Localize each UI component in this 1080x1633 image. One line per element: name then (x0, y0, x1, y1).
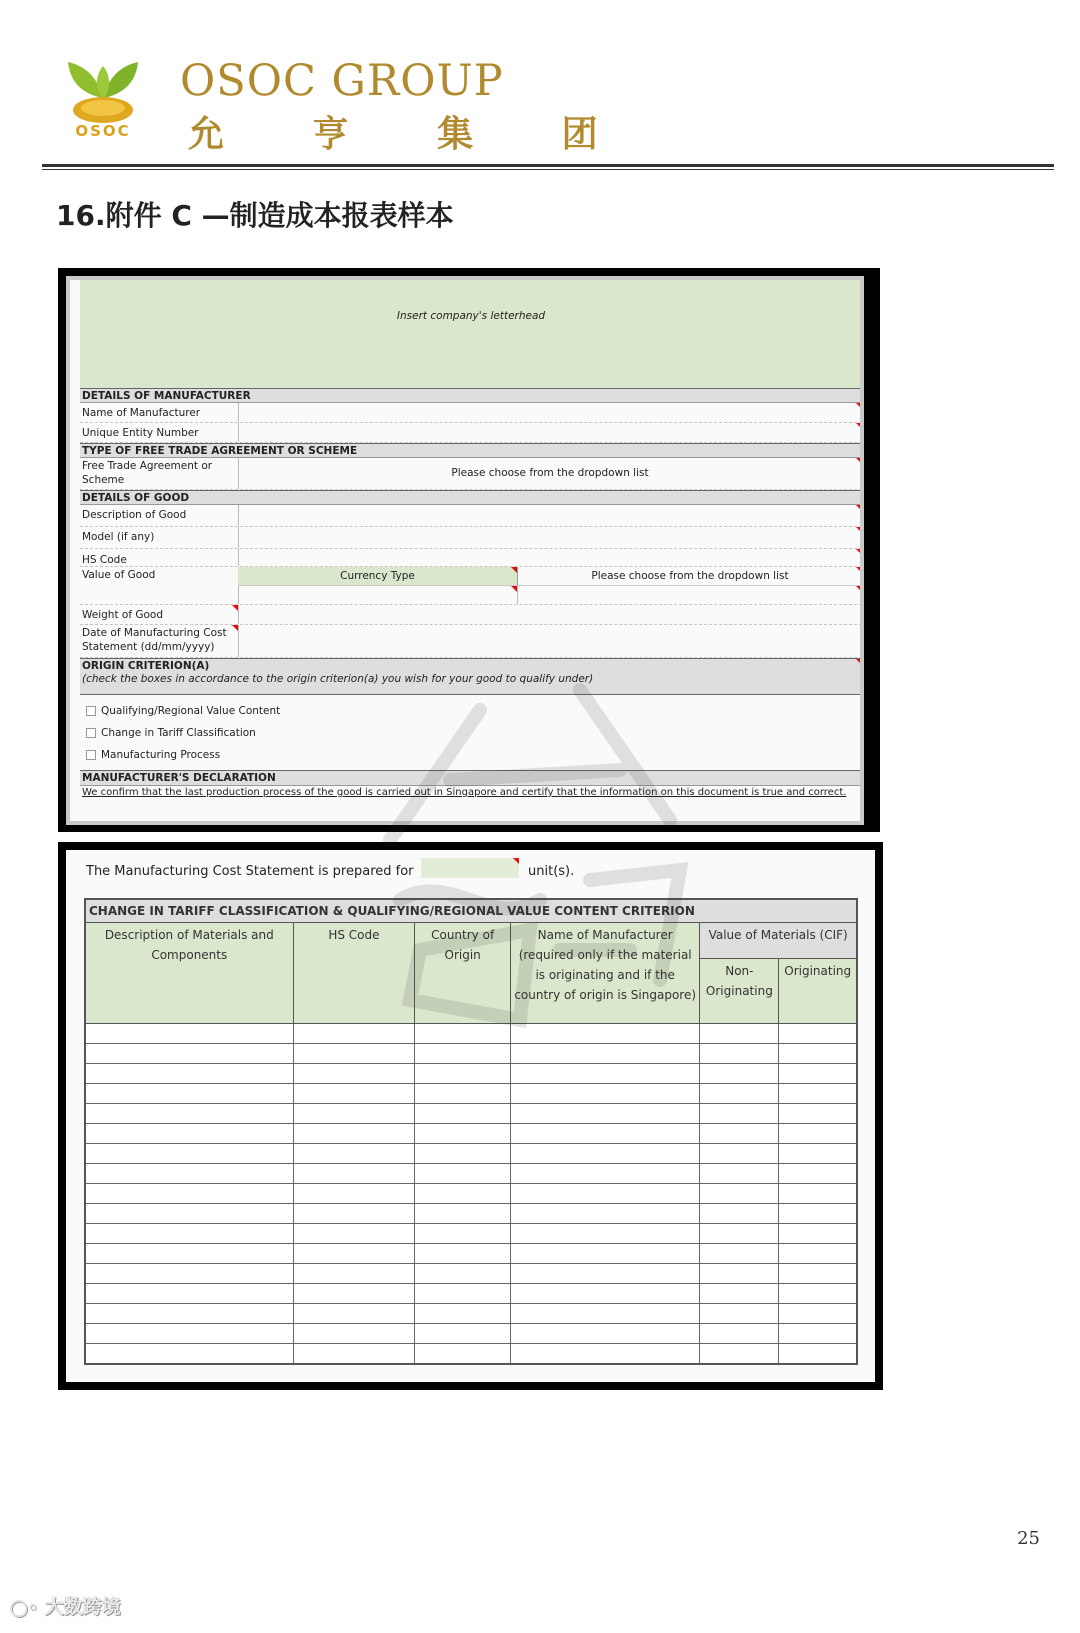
header-divider (42, 164, 1054, 167)
table-cell[interactable] (85, 1264, 293, 1284)
origin-options (80, 695, 862, 770)
table-cell[interactable] (415, 1064, 511, 1084)
comment-marker-icon (856, 527, 862, 533)
col-description: Description of Materials and Components (85, 923, 293, 1024)
table-row (85, 1164, 857, 1184)
fta-dropdown[interactable]: Please choose from the dropdown list (451, 467, 649, 479)
comment-marker-icon (856, 567, 862, 573)
col-hs-code: HS Code (293, 923, 415, 1024)
table-cell[interactable] (85, 1304, 293, 1324)
table-cell[interactable] (293, 1304, 415, 1324)
table-cell[interactable] (85, 1204, 293, 1224)
currency-dropdown[interactable]: Please choose from the dropdown list (591, 570, 789, 582)
origin-criterion-note: (check the boxes in accordance to the origin criterion(a) you wish for your good to qualify under) (82, 673, 594, 685)
name-of-manufacturer-label: Name of Manufacturer (82, 407, 201, 419)
table-cell[interactable] (85, 1184, 293, 1204)
table-cell[interactable] (415, 1084, 511, 1104)
description-of-good-row (80, 505, 862, 527)
table-cell[interactable] (415, 1204, 511, 1224)
table-row (85, 1244, 857, 1264)
table-cell[interactable] (700, 1344, 779, 1365)
hs-code-label: HS Code (82, 554, 127, 566)
table-cell[interactable] (415, 1324, 511, 1344)
table-cell[interactable] (293, 1064, 415, 1084)
table-cell[interactable] (511, 1104, 700, 1124)
materials-table-title: CHANGE IN TARIFF CLASSIFICATION & QUALIFYING/REGIONAL VALUE CONTENT CRITERION (85, 899, 857, 923)
table-cell[interactable] (700, 1284, 779, 1304)
table-cell[interactable] (293, 1324, 415, 1344)
table-cell[interactable] (85, 1084, 293, 1104)
option-qualifying-rvc[interactable]: Qualifying/Regional Value Content (86, 705, 856, 727)
table-cell[interactable] (511, 1204, 700, 1224)
table-cell[interactable] (511, 1224, 700, 1244)
table-cell[interactable] (779, 1124, 857, 1144)
table-cell[interactable] (293, 1044, 415, 1064)
table-cell[interactable] (779, 1244, 857, 1264)
prepared-for-label: The Manufacturing Cost Statement is prepared for (86, 864, 414, 879)
unique-entity-number-label: Unique Entity Number (82, 427, 199, 439)
table-cell[interactable] (85, 1324, 293, 1344)
model-row (80, 527, 862, 549)
materials-table-sheet (66, 850, 875, 1382)
table-cell[interactable] (700, 1084, 779, 1104)
table-cell[interactable] (700, 1264, 779, 1284)
table-cell[interactable] (511, 1184, 700, 1204)
table-row (85, 1324, 857, 1344)
table-cell[interactable] (415, 1124, 511, 1144)
table-cell[interactable] (293, 1164, 415, 1184)
table-cell[interactable] (293, 1224, 415, 1244)
table-cell[interactable] (779, 1064, 857, 1084)
table-row (85, 1304, 857, 1324)
table-cell[interactable] (293, 1204, 415, 1224)
table-row (85, 1344, 857, 1365)
weight-of-good-label: Weight of Good (82, 609, 164, 621)
table-cell[interactable] (511, 1244, 700, 1264)
comment-marker-icon (856, 423, 862, 429)
table-cell[interactable] (293, 1124, 415, 1144)
table-row (85, 1064, 857, 1084)
declaration-text: We confirm that the last production process of the good is carried out in Singapore and certify that the information on this document is true and correct. (82, 787, 847, 798)
table-cell[interactable] (511, 1124, 700, 1144)
table-cell[interactable] (511, 1324, 700, 1344)
comment-marker-icon (856, 549, 862, 555)
osoc-logo-icon (62, 58, 144, 140)
table-cell[interactable] (779, 1204, 857, 1224)
currency-type-label: Currency Type (238, 567, 518, 585)
section-origin-criterion (80, 658, 862, 695)
comment-marker-icon (856, 505, 862, 511)
table-cell[interactable] (511, 1344, 700, 1365)
table-cell[interactable] (293, 1184, 415, 1204)
table-cell[interactable] (700, 1204, 779, 1224)
table-cell[interactable] (415, 1184, 511, 1204)
table-cell[interactable] (415, 1244, 511, 1264)
section-manufacturer-declaration: MANUFACTURER'S DECLARATION (80, 770, 862, 786)
table-cell[interactable] (85, 1064, 293, 1084)
table-cell[interactable] (415, 1164, 511, 1184)
table-cell[interactable] (293, 1284, 415, 1304)
table-cell[interactable] (511, 1084, 700, 1104)
origin-criterion-title: ORIGIN CRITERION(A) (82, 660, 210, 672)
table-cell[interactable] (779, 1184, 857, 1204)
table-cell[interactable] (511, 1144, 700, 1164)
footer-watermark: ◯◦ 大数跨境 (10, 1596, 121, 1618)
chat-bubble-icon: ◯◦ (10, 1598, 39, 1617)
weight-of-good-row (80, 605, 862, 625)
table-cell[interactable] (700, 1064, 779, 1084)
name-of-manufacturer-row (80, 403, 862, 423)
table-cell[interactable] (700, 1184, 779, 1204)
option-manufacturing-process[interactable]: Manufacturing Process (86, 749, 856, 770)
comment-marker-icon (856, 659, 862, 665)
materials-table-body (85, 1024, 857, 1365)
manufacturer-form-sheet (66, 276, 864, 825)
table-cell[interactable] (779, 1044, 857, 1064)
table-cell[interactable] (415, 1264, 511, 1284)
col-originating: Originating (779, 959, 857, 1024)
checkbox-icon[interactable] (86, 728, 96, 738)
col-value-of-materials: Value of Materials (CIF) (700, 923, 857, 959)
table-cell[interactable] (700, 1244, 779, 1264)
table-cell[interactable] (779, 1284, 857, 1304)
letterhead-area (80, 280, 862, 388)
table-cell[interactable] (779, 1344, 857, 1365)
table-cell[interactable] (779, 1324, 857, 1344)
table-row (85, 1284, 857, 1304)
table-cell[interactable] (511, 1164, 700, 1184)
table-row (85, 1124, 857, 1144)
table-cell[interactable] (779, 1084, 857, 1104)
fta-label: Free Trade Agreement or Scheme (82, 460, 213, 486)
table-cell[interactable] (85, 1224, 293, 1244)
table-cell[interactable] (779, 1144, 857, 1164)
table-cell[interactable] (511, 1064, 700, 1084)
table-row (85, 1104, 857, 1124)
table-cell[interactable] (511, 1024, 700, 1044)
section-details-of-good: DETAILS OF GOOD (80, 490, 862, 505)
section-details-of-manufacturer: DETAILS OF MANUFACTURER (80, 388, 862, 403)
table-cell[interactable] (85, 1164, 293, 1184)
table-cell[interactable] (415, 1304, 511, 1324)
table-cell[interactable] (700, 1024, 779, 1044)
table-cell[interactable] (85, 1244, 293, 1264)
table-row (85, 1184, 857, 1204)
table-cell[interactable] (293, 1264, 415, 1284)
table-cell[interactable] (511, 1284, 700, 1304)
table-cell[interactable] (415, 1024, 511, 1044)
table-cell[interactable] (511, 1044, 700, 1064)
comment-marker-icon (513, 858, 519, 864)
table-cell[interactable] (779, 1024, 857, 1044)
materials-table-image (58, 842, 883, 1390)
table-cell[interactable] (511, 1304, 700, 1324)
materials-table (84, 898, 858, 1365)
letterhead-note: Insert company's letterhead (396, 310, 546, 322)
table-cell[interactable] (700, 1044, 779, 1064)
fta-row (80, 458, 862, 490)
col-non-originating: Non-Originating (700, 959, 779, 1024)
model-label: Model (if any) (82, 531, 155, 543)
comment-marker-icon (856, 458, 862, 464)
table-cell[interactable] (85, 1104, 293, 1124)
table-cell[interactable] (700, 1144, 779, 1164)
table-cell[interactable] (700, 1124, 779, 1144)
table-cell[interactable] (85, 1024, 293, 1044)
table-row (85, 1204, 857, 1224)
table-cell[interactable] (293, 1144, 415, 1164)
table-row (85, 1084, 857, 1104)
unique-entity-number-row (80, 423, 862, 443)
table-cell[interactable] (85, 1344, 293, 1365)
table-cell[interactable] (415, 1104, 511, 1124)
date-label: Date of Manufacturing Cost Statement (dd/mm/yyyy) (82, 627, 227, 653)
table-cell[interactable] (293, 1024, 415, 1044)
value-of-good-row (80, 567, 862, 605)
option-change-tariff[interactable]: Change in Tariff Classification (86, 727, 856, 749)
header-divider-thin (42, 169, 1054, 170)
table-cell[interactable] (415, 1344, 511, 1365)
table-cell[interactable] (415, 1284, 511, 1304)
checkbox-icon[interactable] (86, 750, 96, 760)
comment-marker-icon (856, 586, 862, 592)
table-cell[interactable] (779, 1224, 857, 1244)
value-of-good-label: Value of Good (82, 569, 156, 581)
table-row (85, 1224, 857, 1244)
table-cell[interactable] (700, 1104, 779, 1124)
comment-marker-icon (856, 403, 862, 409)
table-cell[interactable] (415, 1044, 511, 1064)
table-cell[interactable] (779, 1104, 857, 1124)
table-row (85, 1044, 857, 1064)
table-row (85, 1264, 857, 1284)
col-country-of-origin: Country of Origin (415, 923, 511, 1024)
table-cell[interactable] (85, 1284, 293, 1304)
description-of-good-label: Description of Good (82, 509, 187, 521)
table-cell[interactable] (85, 1124, 293, 1144)
table-row (85, 1144, 857, 1164)
comment-marker-icon (511, 567, 517, 573)
table-cell[interactable] (779, 1304, 857, 1324)
date-row (80, 625, 862, 658)
table-cell[interactable] (85, 1144, 293, 1164)
table-cell[interactable] (293, 1244, 415, 1264)
table-cell[interactable] (700, 1304, 779, 1324)
hs-code-row (80, 549, 862, 567)
table-cell[interactable] (293, 1104, 415, 1124)
table-cell[interactable] (779, 1164, 857, 1184)
col-name-of-manufacturer: Name of Manufacturer (required only if the material is originating and if the country of origin is Singapore) (511, 923, 700, 1024)
table-cell[interactable] (511, 1264, 700, 1284)
table-cell[interactable] (293, 1344, 415, 1365)
unit-label: unit(s). (528, 864, 575, 879)
page-number: 25 (1017, 1528, 1040, 1549)
table-cell[interactable] (85, 1044, 293, 1064)
svg-text:OSOC: OSOC (75, 122, 131, 140)
table-cell[interactable] (700, 1164, 779, 1184)
brand-name-chinese: 允 亨 集 团 (188, 113, 636, 155)
manufacturer-form-image (58, 268, 880, 832)
table-cell[interactable] (293, 1084, 415, 1104)
table-cell[interactable] (415, 1144, 511, 1164)
table-cell[interactable] (779, 1264, 857, 1284)
table-row (85, 1024, 857, 1044)
brand-name-english: OSOC GROUP (180, 56, 504, 106)
section-title: 16.附件 C —制造成本报表样本 (56, 199, 454, 232)
unit-quantity-input[interactable] (421, 858, 519, 878)
checkbox-icon[interactable] (86, 706, 96, 716)
table-cell[interactable] (415, 1224, 511, 1244)
table-cell[interactable] (700, 1324, 779, 1344)
section-fta-type: TYPE OF FREE TRADE AGREEMENT OR SCHEME (80, 443, 862, 458)
table-cell[interactable] (700, 1224, 779, 1244)
